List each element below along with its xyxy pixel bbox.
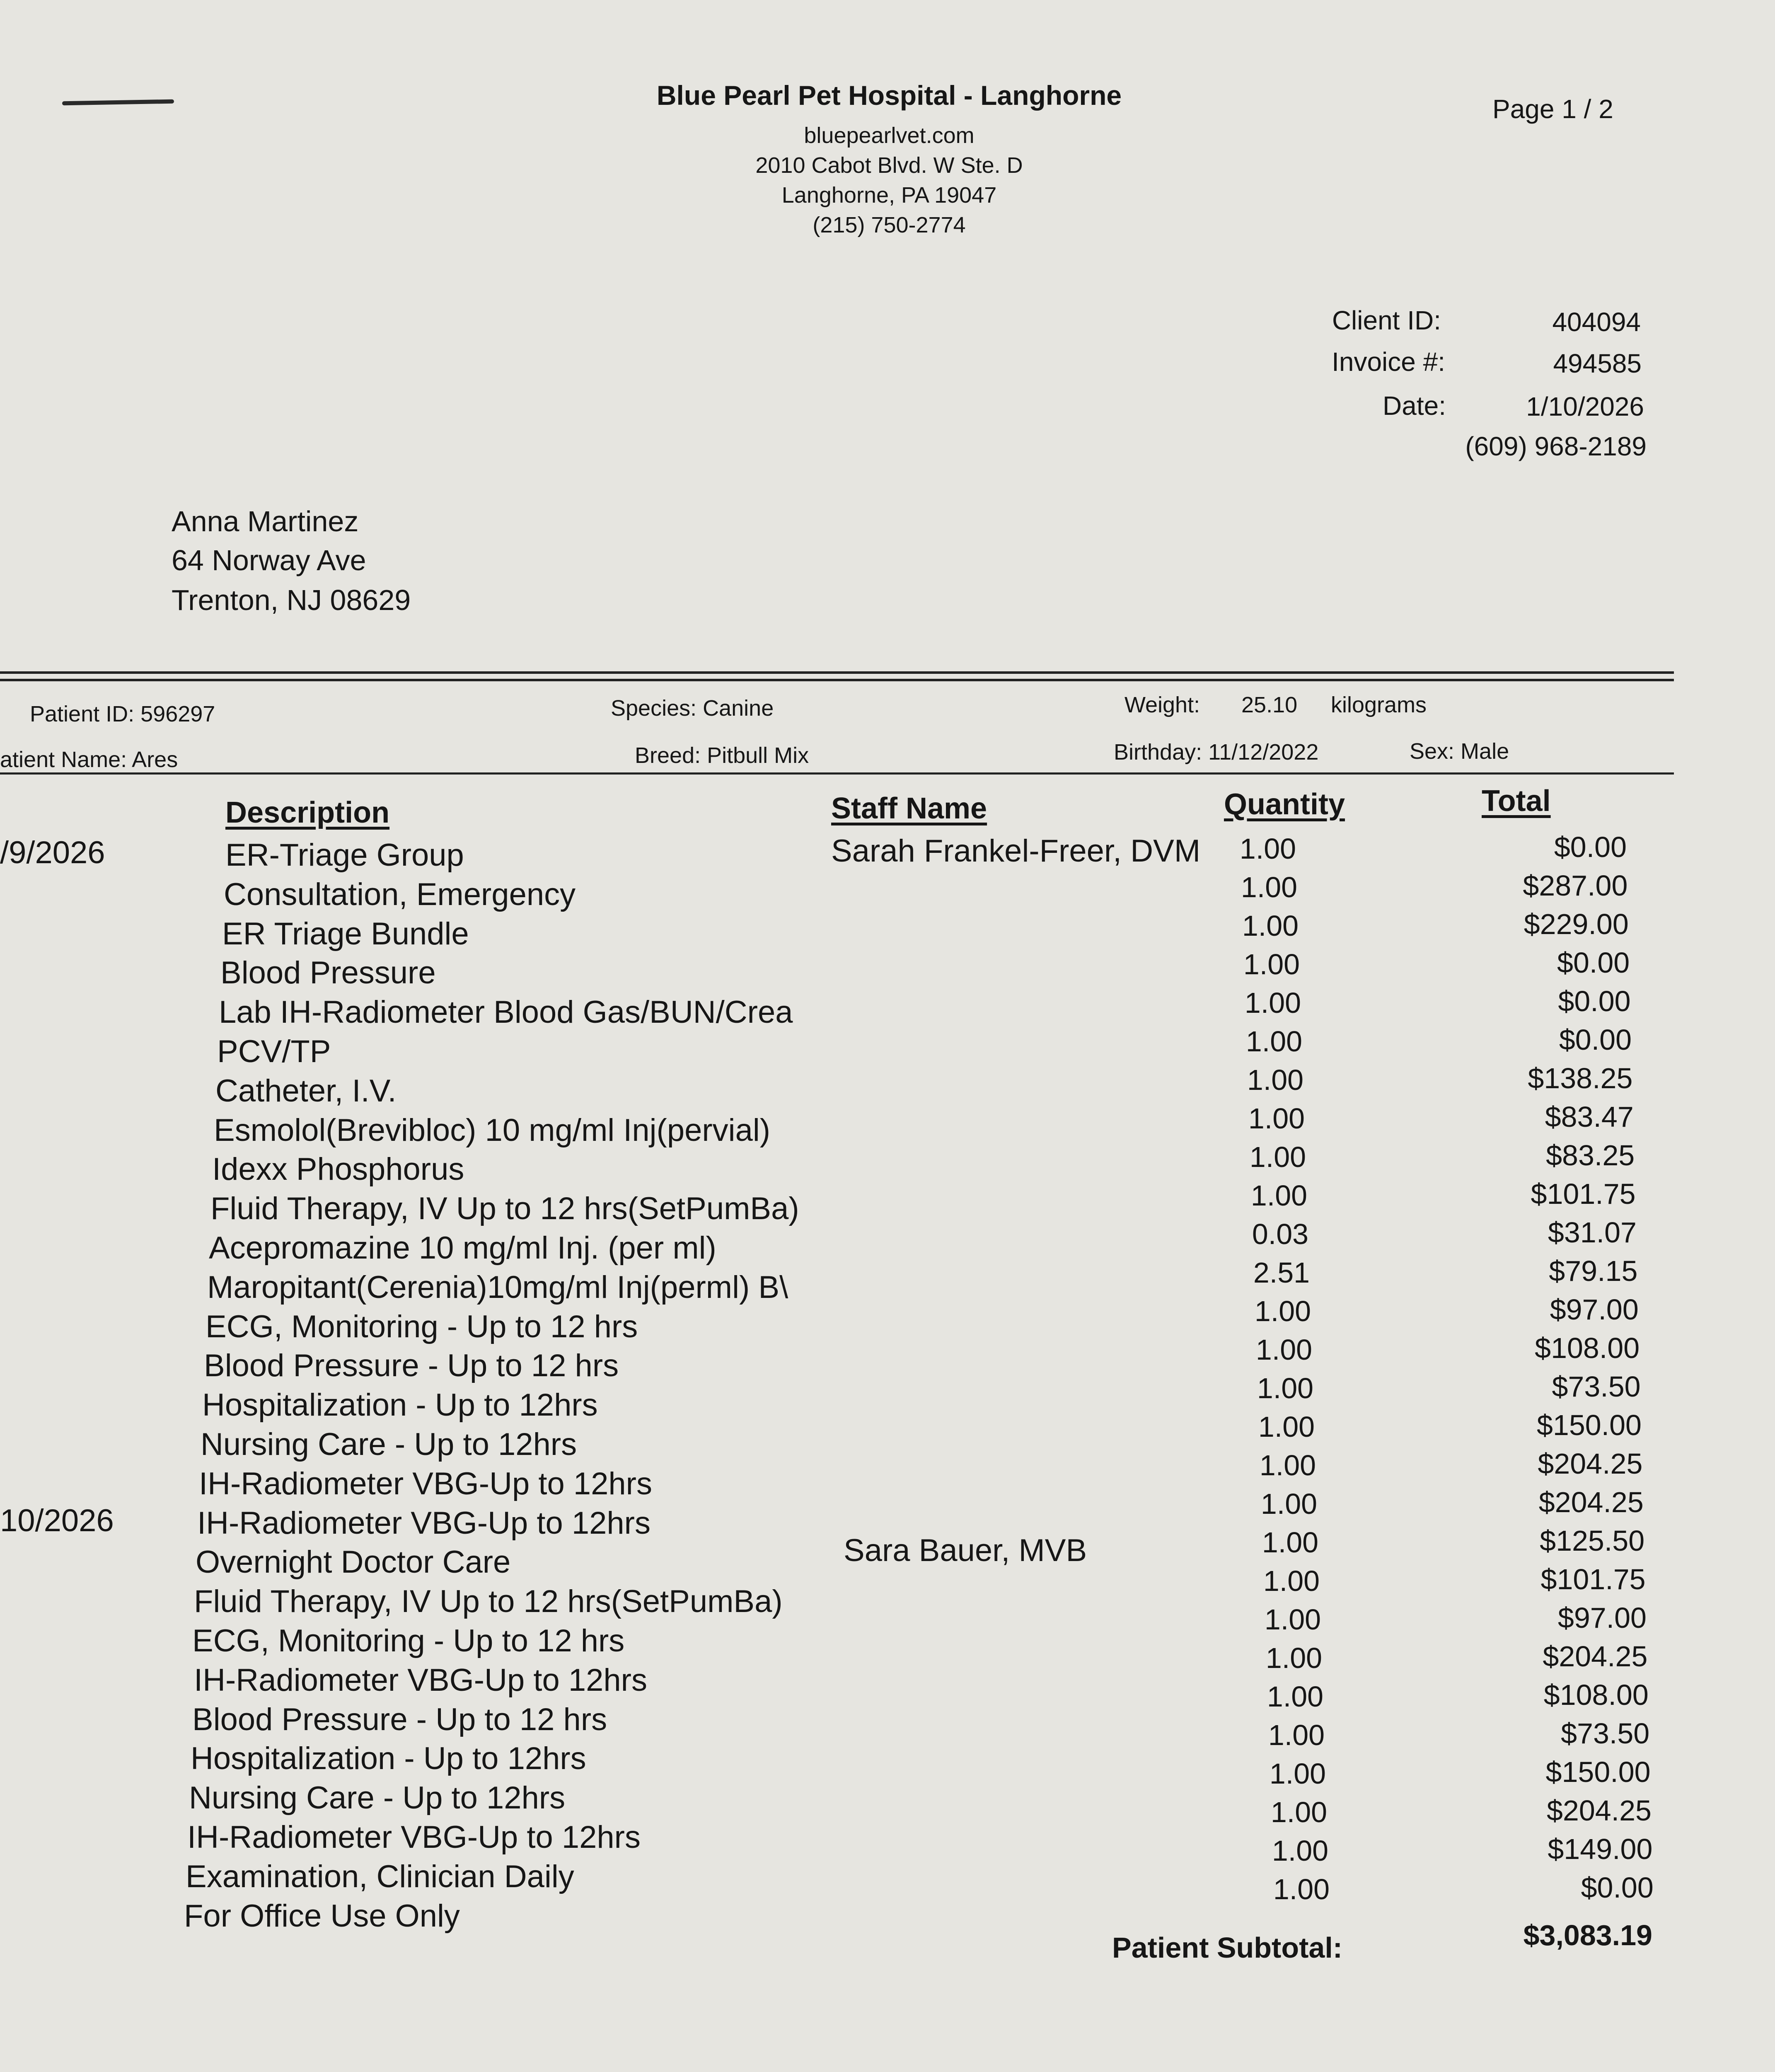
patient-weight-label: Weight:	[1124, 692, 1200, 717]
row-total: $138.25	[1528, 1062, 1633, 1094]
patient-species: Species: Canine	[611, 696, 774, 721]
row-quantity: 1.00	[1264, 1603, 1321, 1636]
row-description: PCV/TP	[217, 1034, 331, 1069]
invoice-number-value: 494585	[1553, 349, 1642, 378]
row-description: For Office Use Only	[184, 1898, 460, 1934]
hospital-city: Langhorne, PA 19047	[781, 183, 997, 208]
column-staff-name: Staff Name	[831, 792, 987, 825]
row-description: Consultation, Emergency	[224, 876, 576, 912]
patient-birthday: Birthday: 11/12/2022	[1114, 740, 1319, 765]
patient-weight-value: 25.10	[1241, 692, 1298, 717]
column-quantity: Quantity	[1224, 788, 1345, 821]
patient-name: atient Name: Ares	[0, 747, 178, 772]
client-name: Anna Martinez	[172, 505, 359, 537]
subtotal-value: $3,083.19	[1523, 1919, 1652, 1951]
row-description: Nursing Care - Up to 12hrs	[189, 1780, 566, 1816]
row-total: $0.00	[1557, 946, 1630, 979]
row-description: Lab IH-Radiometer Blood Gas/BUN/Crea	[219, 995, 793, 1030]
row-quantity: 1.00	[1258, 1411, 1315, 1443]
row-total: $83.47	[1545, 1101, 1634, 1133]
row-quantity: 1.00	[1255, 1334, 1313, 1366]
date-label: Date:	[1383, 391, 1446, 421]
row-quantity: 1.00	[1242, 910, 1299, 942]
row-total: $149.00	[1548, 1833, 1653, 1865]
row-total: $229.00	[1524, 908, 1629, 940]
row-total: $79.15	[1549, 1255, 1638, 1287]
row-total: $150.00	[1545, 1756, 1651, 1788]
row-description: Overnight Doctor Care	[196, 1544, 511, 1580]
row-quantity: 2.51	[1253, 1256, 1310, 1289]
row-description: Blood Pressure - Up to 12 hrs	[204, 1348, 619, 1384]
row-total: $108.00	[1543, 1679, 1649, 1711]
hospital-name: Blue Pearl Pet Hospital - Langhorne	[656, 80, 1122, 111]
row-quantity: 1.00	[1262, 1526, 1319, 1559]
row-description: IH-Radiometer VBG-Up to 12hrs	[197, 1505, 651, 1541]
row-description: Hospitalization - Up to 12hrs	[191, 1741, 586, 1777]
client-street: 64 Norway Ave	[172, 544, 366, 576]
row-total: $204.25	[1538, 1447, 1643, 1480]
row-total: $287.00	[1523, 869, 1628, 902]
row-date: 10/2026	[0, 1503, 114, 1538]
row-quantity: 1.00	[1260, 1488, 1318, 1520]
page-number: Page 1 / 2	[1492, 94, 1613, 124]
client-id-label: Client ID:	[1332, 305, 1441, 335]
row-quantity: 1.00	[1241, 871, 1298, 903]
row-description: Esmolol(Brevibloc) 10 mg/ml Inj(pervial)	[214, 1112, 771, 1148]
row-description: Acepromazine 10 mg/ml Inj. (per ml)	[209, 1230, 716, 1266]
invoice-date: 1/10/2026	[1526, 392, 1644, 421]
row-description: IH-Radiometer VBG-Up to 12hrs	[199, 1466, 652, 1501]
row-quantity: 1.00	[1243, 948, 1300, 980]
row-total: $101.75	[1531, 1178, 1636, 1210]
client-city: Trenton, NJ 08629	[172, 584, 411, 616]
row-quantity: 1.00	[1263, 1565, 1320, 1597]
row-total: $97.00	[1557, 1602, 1647, 1634]
row-total: $125.50	[1540, 1525, 1645, 1557]
row-quantity: 1.00	[1250, 1179, 1308, 1212]
row-description: IH-Radiometer VBG-Up to 12hrs	[187, 1820, 641, 1855]
row-description: ER-Triage Group	[225, 838, 464, 873]
row-description: Idexx Phosphorus	[212, 1152, 464, 1187]
patient-breed: Breed: Pitbull Mix	[635, 743, 809, 768]
column-total: Total	[1482, 784, 1551, 818]
row-quantity: 1.00	[1273, 1873, 1330, 1905]
row-staff-name: Sarah Frankel-Freer, DVM	[831, 833, 1201, 869]
row-description: Catheter, I.V.	[215, 1073, 397, 1109]
row-total: $101.75	[1540, 1563, 1646, 1595]
row-date: /9/2026	[0, 835, 105, 870]
row-description: Hospitalization - Up to 12hrs	[202, 1387, 598, 1423]
patient-weight-unit: kilograms	[1331, 692, 1427, 717]
row-description: Fluid Therapy, IV Up to 12 hrs(SetPumBa)	[210, 1191, 799, 1227]
row-total: $73.50	[1561, 1717, 1650, 1750]
row-quantity: 1.00	[1265, 1642, 1323, 1674]
row-quantity: 1.00	[1249, 1141, 1306, 1173]
hospital-phone: (215) 750-2774	[813, 213, 966, 237]
row-quantity: 1.00	[1270, 1796, 1328, 1828]
row-quantity: 1.00	[1272, 1835, 1329, 1867]
row-description: ER Triage Bundle	[222, 916, 469, 951]
row-total: $0.00	[1558, 985, 1631, 1017]
row-quantity: 1.00	[1244, 987, 1301, 1019]
row-total: $0.00	[1559, 1024, 1632, 1056]
row-description: Nursing Care - Up to 12hrs	[201, 1427, 577, 1462]
row-quantity: 0.03	[1252, 1218, 1309, 1250]
separator-line-second	[0, 679, 1674, 681]
row-quantity: 1.00	[1247, 1064, 1304, 1096]
row-total: $73.50	[1552, 1370, 1641, 1403]
row-description: IH-Radiometer VBG-Up to 12hrs	[194, 1662, 647, 1698]
row-total: $150.00	[1536, 1409, 1642, 1441]
row-total: $0.00	[1554, 831, 1627, 863]
row-description: Blood Pressure	[220, 955, 436, 991]
client-id-value: 404094	[1552, 307, 1641, 337]
row-total: $31.07	[1548, 1216, 1637, 1249]
separator-line-top	[0, 671, 1674, 674]
row-total: $204.25	[1538, 1486, 1644, 1518]
row-quantity: 1.00	[1267, 1680, 1324, 1713]
row-total: $108.00	[1535, 1332, 1640, 1364]
row-quantity: 1.00	[1245, 1025, 1303, 1058]
row-staff-name: Sara Bauer, MVB	[844, 1533, 1087, 1569]
row-total: $83.25	[1546, 1139, 1635, 1172]
row-total: $0.00	[1581, 1871, 1654, 1904]
row-description: Blood Pressure - Up to 12 hrs	[192, 1702, 607, 1737]
row-quantity: 1.00	[1268, 1719, 1325, 1751]
row-quantity: 1.00	[1269, 1757, 1326, 1790]
row-total: $97.00	[1550, 1293, 1639, 1326]
patient-id: Patient ID: 596297	[30, 702, 215, 726]
row-total: $204.25	[1546, 1794, 1652, 1827]
row-quantity: 1.00	[1259, 1449, 1316, 1481]
pen-dash-mark	[62, 99, 174, 106]
column-description: Description	[225, 796, 390, 829]
row-description: Maropitant(Cerenia)10mg/ml Inj(perml) B\	[207, 1269, 788, 1305]
row-description: ECG, Monitoring - Up to 12 hrs	[192, 1623, 625, 1658]
row-quantity: 1.00	[1239, 833, 1296, 865]
row-description: Fluid Therapy, IV Up to 12 hrs(SetPumBa)	[194, 1584, 783, 1619]
hospital-website: bluepearlvet.com	[804, 123, 975, 148]
row-quantity: 1.00	[1248, 1102, 1305, 1135]
patient-sex: Sex: Male	[1410, 739, 1509, 764]
separator-line-bottom	[0, 772, 1674, 775]
client-phone: (609) 968-2189	[1465, 431, 1647, 461]
row-description: Examination, Clinician Daily	[186, 1859, 574, 1894]
row-quantity: 1.00	[1254, 1295, 1311, 1327]
subtotal-label: Patient Subtotal:	[1112, 1932, 1343, 1964]
row-description: ECG, Monitoring - Up to 12 hrs	[206, 1309, 638, 1344]
row-total: $204.25	[1543, 1640, 1648, 1673]
hospital-street: 2010 Cabot Blvd. W Ste. D	[755, 153, 1023, 178]
row-quantity: 1.00	[1257, 1372, 1314, 1404]
invoice-number-label: Invoice #:	[1332, 347, 1445, 377]
